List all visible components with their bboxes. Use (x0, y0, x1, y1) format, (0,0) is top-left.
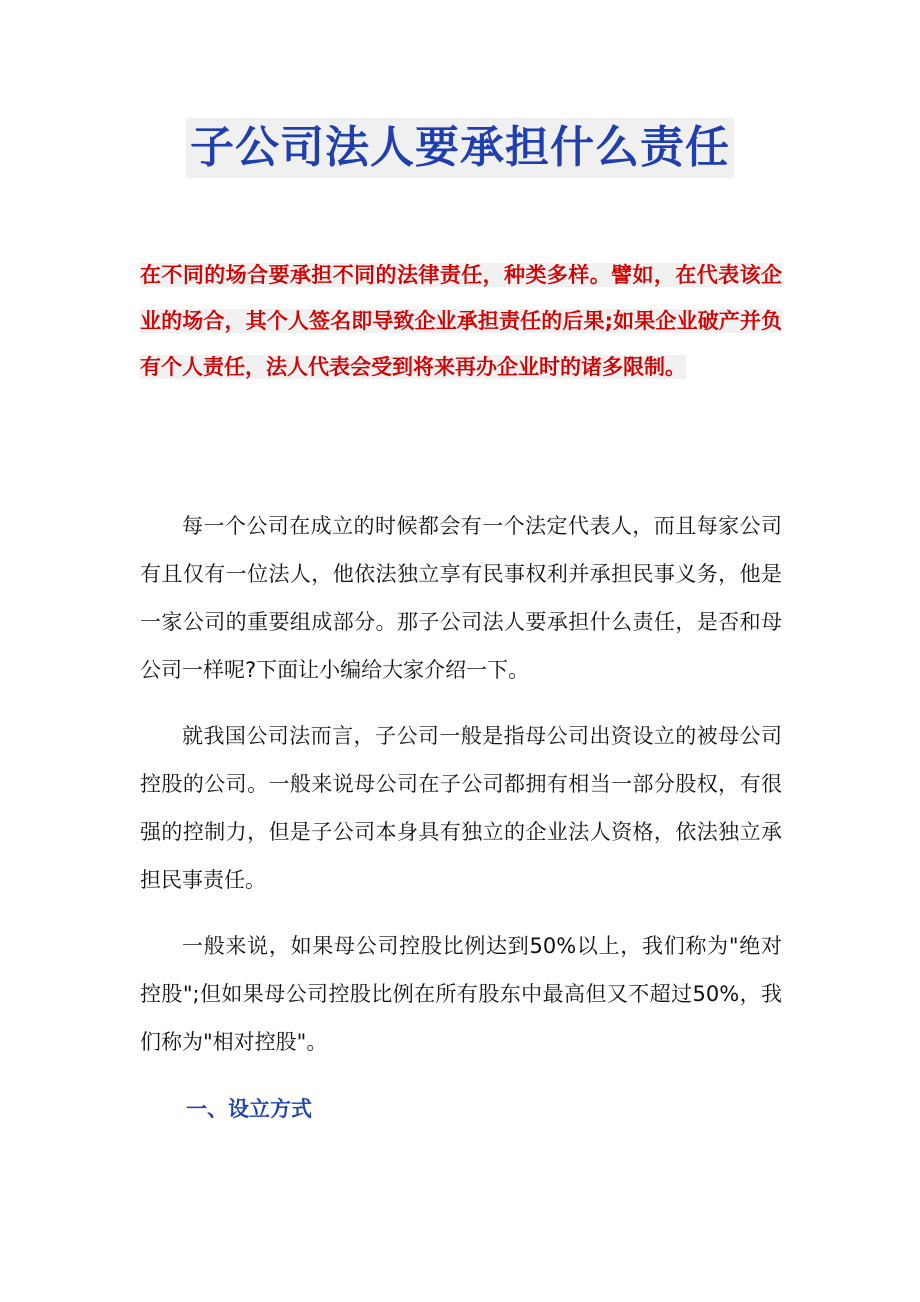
section-heading: 一、设立方式 (186, 1097, 312, 1121)
abstract-text: 在不同的场合要承担不同的法律责任，种类多样。譬如，在代表该企业的场合，其个人签名即导致企业承担责任的后果;如果企业破产并负有个人责任，法人代表会受到将来再办企业时的诸多限制。 (140, 263, 782, 379)
abstract-paragraph (140, 252, 782, 390)
body-paragraph-3: 一般来说，如果母公司控股比例达到50%以上，我们称为"绝对控股";但如果母公司控股比例在所有股东中最高但又不超过50%，我们称为"相对控股"。 (140, 934, 782, 1054)
document-title: 子公司法人要承担什么责任 (186, 118, 734, 178)
body-paragraph-2: 就我国公司法而言，子公司一般是指母公司出资设立的被母公司控股的公司。一般来说母公司在子公司都拥有相当一部分股权，有很强的控制力，但是子公司本身具有独立的企业法人资格，依法独立承担民事责任。 (140, 724, 782, 892)
title-container (0, 118, 920, 178)
body-paragraph-1: 每一个公司在成立的时候都会有一个法定代表人，而且每家公司有且仅有一位法人，他依法独立享有民事权利并承担民事义务，他是一家公司的重要组成部分。那子公司法人要承担什么责任，是否和母公司一样呢?下面让小编给大家介绍一下。 (140, 514, 782, 682)
